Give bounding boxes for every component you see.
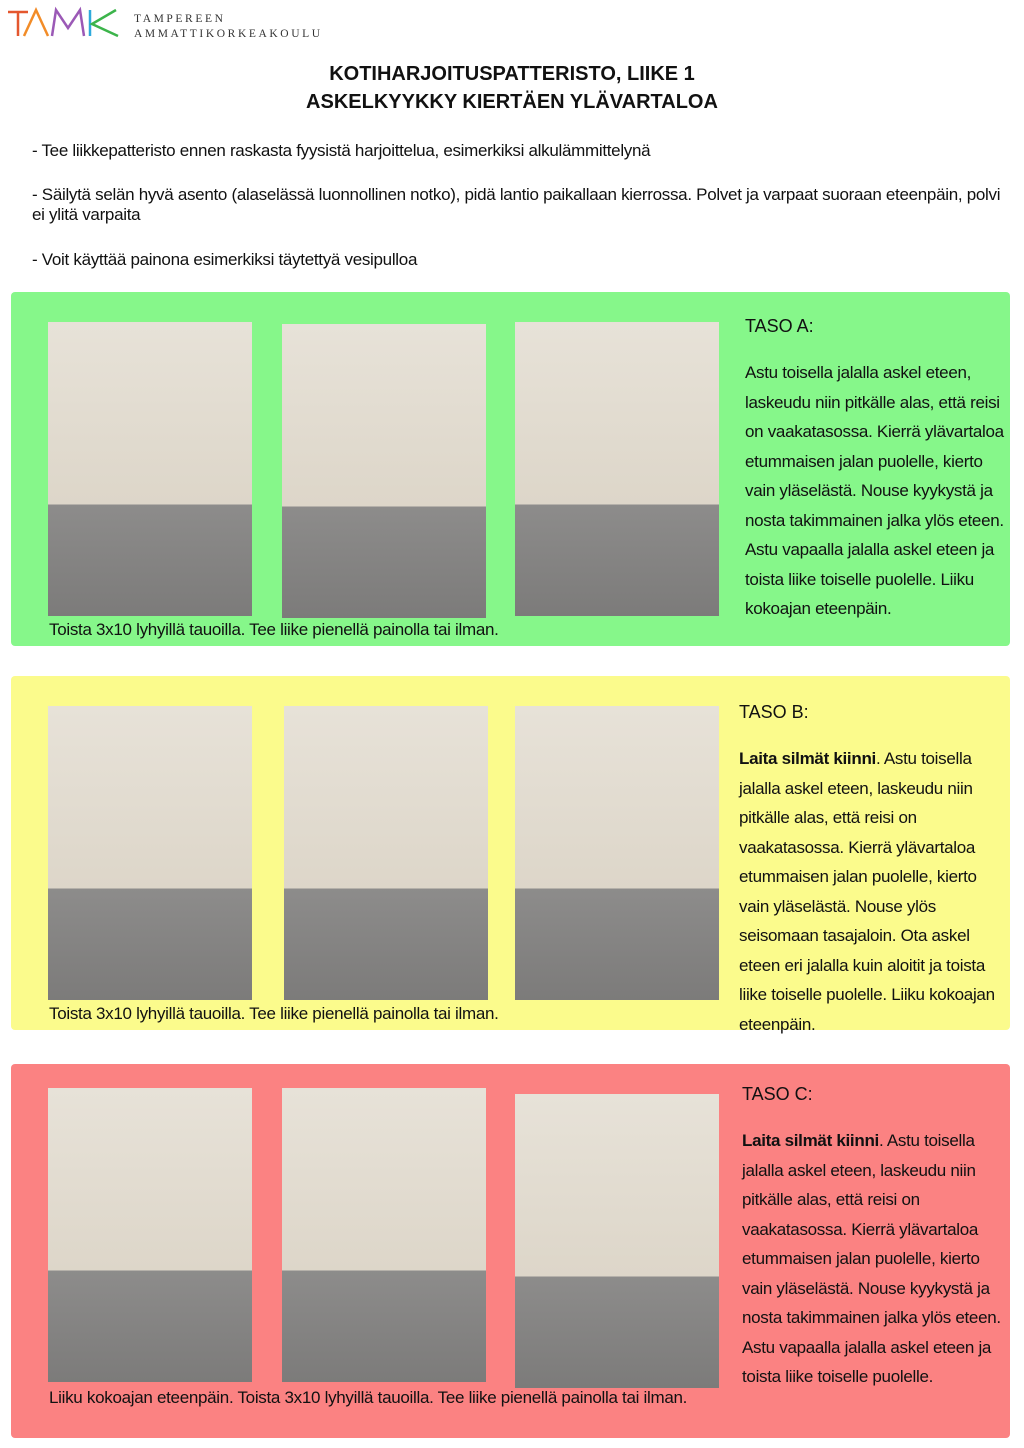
level-bold-text: Laita silmät kiinni — [739, 749, 876, 768]
exercise-photo — [284, 706, 488, 1000]
title-line-1: KOTIHARJOITUSPATTERISTO, LIIKE 1 — [329, 63, 695, 85]
tamk-logo-mark — [6, 6, 124, 38]
level-a-panel — [11, 292, 1010, 646]
level-c-panel — [11, 1064, 1010, 1438]
level-description — [739, 744, 1011, 1039]
exercise-photo — [48, 322, 252, 616]
logo-line-1: TAMPEREEN — [134, 13, 226, 25]
exercise-photo — [515, 1094, 719, 1388]
exercise-photo — [282, 1088, 486, 1382]
level-text-body: . Astu toisella jalalla askel eteen, laskeudu niin pitkälle alas, että reisi on vaakatasossa. Kierrä ylävartaloa etummaisen jalan puolelle, kierto vain yläselästä. Nouse ylös seisomaan tasajaloin. Ota askel eteen eri jalalla kuin aloitit ja toista liike toiselle puolelle. Liiku kokoajan eteenpäin. — [739, 749, 995, 1034]
level-description — [745, 358, 1017, 624]
intro-item: - Voit käyttää painona esimerkiksi täytettyä vesipulloa — [32, 250, 418, 269]
intro-item: - Säilytä selän hyvä asento (alaselässä luonnollinen notko), pidä lantio paikallaan kierrossa. Polvet ja varpaat suoraan eteenpäin, polvi ei ylitä varpaita — [32, 185, 1001, 224]
exercise-photo — [282, 324, 486, 618]
page-title — [0, 60, 1024, 116]
level-title: TASO B: — [739, 702, 809, 722]
exercise-photo — [515, 322, 719, 616]
level-caption: Toista 3x10 lyhyillä tauoilla. Tee liike pienellä painolla tai ilman. — [49, 620, 499, 639]
level-title: TASO A: — [745, 316, 814, 336]
logo-wordmark — [134, 12, 323, 42]
exercise-photo — [48, 706, 252, 1000]
level-text-body: . Astu toisella jalalla askel eteen, laskeudu niin pitkälle alas, että reisi on vaakatasossa. Kierrä ylävartaloa etummaisen jalan puolelle, kierto vain yläselästä. Nouse kyykystä ja nosta takimmainen jalka ylös eteen. Astu vapaalla jalalla askel eteen ja toista liike toiselle puolelle. — [742, 1131, 1001, 1386]
level-text-body: Astu toisella jalalla askel eteen, laskeudu niin pitkälle alas, että reisi on vaakatasossa. Kierrä ylävartaloa etummaisen jalan puolelle, kierto vain yläselästä. Nouse kyykystä ja nosta takimmainen jalka ylös eteen. Astu vapaalla jalalla askel eteen ja toista liike toiselle puolelle. Liiku kokoajan eteenpäin. — [745, 363, 1004, 618]
level-description — [742, 1126, 1014, 1392]
logo-line-2: AMMATTIKORKEAKOULU — [134, 28, 323, 40]
level-caption: Liiku kokoajan eteenpäin. Toista 3x10 lyhyillä tauoilla. Tee liike pienellä painolla tai ilman. — [49, 1388, 688, 1407]
level-title: TASO C: — [742, 1084, 813, 1104]
exercise-photo — [48, 1088, 252, 1382]
exercise-photo — [515, 706, 719, 1000]
tamk-logo — [6, 6, 336, 40]
level-caption: Toista 3x10 lyhyillä tauoilla. Tee liike pienellä painolla tai ilman. — [49, 1004, 499, 1023]
intro-item: - Tee liikkepatteristo ennen raskasta fyysistä harjoittelua, esimerkiksi alkulämmittelynä — [32, 141, 651, 160]
level-b-panel — [11, 676, 1010, 1034]
title-line-2: ASKELKYYKKY KIERTÄEN YLÄVARTALOA — [306, 91, 718, 113]
level-bold-text: Laita silmät kiinni — [742, 1131, 879, 1150]
